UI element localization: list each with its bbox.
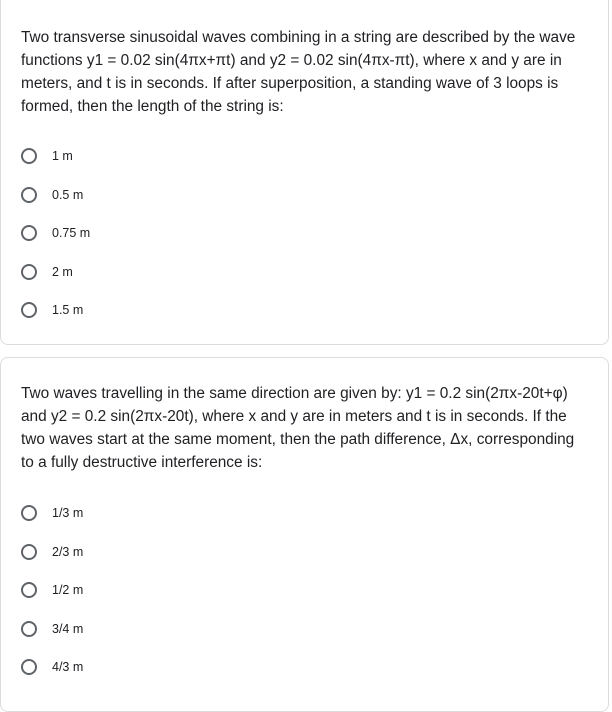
option-label: 1/3 m — [52, 506, 84, 521]
radio-button[interactable] — [21, 302, 37, 318]
answer-option[interactable] — [21, 176, 90, 215]
question-text: Two waves travelling in the same direction are given by: y1 = 0.2 sin(2πx-20t+φ) and y2 = 0.2 sin(2πx-20t), where x and y are in meters and t is in seconds. If the two waves start at the same moment, then the path difference, Δx, corresponding to a fully destructive interference is: — [21, 385, 575, 471]
answer-option[interactable] — [21, 648, 83, 687]
answer-options — [21, 137, 90, 330]
answer-options — [21, 494, 83, 687]
answer-option[interactable] — [21, 533, 83, 572]
option-label: 0.75 m — [52, 226, 91, 241]
question-card-1 — [0, 0, 609, 345]
answer-option[interactable] — [21, 137, 90, 176]
radio-button[interactable] — [21, 544, 37, 560]
answer-option[interactable] — [21, 214, 90, 253]
radio-button[interactable] — [21, 187, 37, 203]
option-label: 4/3 m — [52, 660, 84, 675]
radio-button[interactable] — [21, 148, 37, 164]
radio-button[interactable] — [21, 264, 37, 280]
option-label: 0.5 m — [52, 187, 84, 202]
radio-button[interactable] — [21, 505, 37, 521]
option-label: 2/3 m — [52, 544, 84, 559]
radio-button[interactable] — [21, 225, 37, 241]
answer-option[interactable] — [21, 494, 83, 533]
option-label: 2 m — [52, 264, 73, 279]
option-label: 1 m — [52, 149, 73, 164]
radio-button[interactable] — [21, 582, 37, 598]
option-label: 1.5 m — [52, 303, 84, 318]
question-card-2 — [0, 357, 609, 712]
option-label: 3/4 m — [52, 621, 84, 636]
answer-option[interactable] — [21, 610, 83, 649]
radio-button[interactable] — [21, 621, 37, 637]
question-text: Two transverse sinusoidal waves combining in a string are described by the wave functions y1 = 0.02 sin(4πx+πt) and y2 = 0.02 sin(4πx-πt), where x and y are in meters, and t is in seconds. If after superposition, a standing wave of 3 loops is formed, then the length of the string is: — [21, 29, 576, 115]
answer-option[interactable] — [21, 253, 90, 292]
answer-option[interactable] — [21, 571, 83, 610]
answer-option[interactable] — [21, 291, 90, 330]
option-label: 1/2 m — [52, 583, 84, 598]
radio-button[interactable] — [21, 659, 37, 675]
